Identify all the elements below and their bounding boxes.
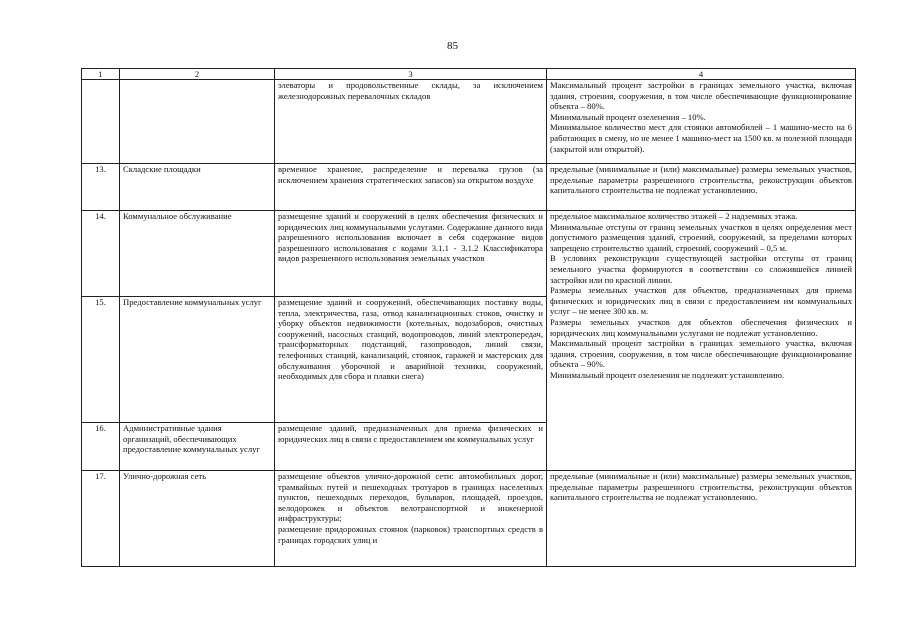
row-name: Складские площадки <box>120 164 275 211</box>
row-description: размещение объектов улично-дорожной сети: автомобильных дорог, трамвайных путей и пешеходных тротуаров в границах населенных пунктов, пешеходных переходов, бульваров, площадей, проездов, велодорожек и объектов велотранспортной и инженерной инфраструктуры; размещение придорожных стоянок (парковок) транспортных средств в границах городских улиц и <box>275 471 547 567</box>
row-number: 17. <box>82 471 120 567</box>
row-name: Предоставление коммунальных услуг <box>120 297 275 423</box>
row-number: 16. <box>82 423 120 471</box>
row-number: 14. <box>82 211 120 297</box>
parameter-text: предельное максимальное количество этажей – 2 надземных этажа. <box>550 211 798 221</box>
parameter-text: Размеры земельных участков для объектов, предназначенных для приема физических и юридических лиц в связи с предоставлением им коммунальных услуг – не менее 300 кв. м. <box>550 285 852 317</box>
row-parameters <box>547 164 856 211</box>
row-number <box>82 80 120 164</box>
row-number: 15. <box>82 297 120 423</box>
row-description: размещение зданий и сооружений в целях обеспечения физических и юридических лиц коммунальными услугами. Содержание данного вида разрешенного использования включает в себя содержание видов разрешенного использования с кодами 3.1.1 - 3.1.2 Классификатора видов разрешенного использования земельных участков <box>275 211 547 297</box>
parameter-text: Максимальный процент застройки в границах земельного участка, включая здания, строения, сооружения, в том числе обеспечивающие функционирование объекта – 80%. <box>550 80 852 112</box>
row-description: временное хранение, распределение и перевалка грузов (за исключением хранения стратегических запасов) на открытом воздухе <box>275 164 547 211</box>
parameter-text: Минимальное количество мест для стоянки автомобилей – 1 машино-место на 6 работающих в смену, но не менее 1 машино-мест на 1500 кв. м полезной площади (закрытой или открытой). <box>550 122 852 154</box>
row-name: Улично-дорожная сеть <box>120 471 275 567</box>
row-description: элеваторы и продовольственные склады, за исключением железнодорожных перевалочных складов <box>275 80 547 164</box>
merged-parameters <box>547 211 856 471</box>
parameter-text: В условиях реконструкции существующей застройки отступы от границ земельного участка формируются в соответствии со сложившейся линией застройки или по красной линии. <box>550 253 852 285</box>
table-row <box>82 471 856 567</box>
row-description: размещение зданий, предназначенных для приема физических и юридических лиц в связи с предоставлением им коммунальных услуг <box>275 423 547 471</box>
row-number: 13. <box>82 164 120 211</box>
header-cell: 1 <box>82 69 120 80</box>
table-row <box>82 211 856 297</box>
parameter-text: предельные (минимальные и (или) максимальные) размеры земельных участков, предельные параметры разрешенного строительства, реконструкции объектов капитального строительства не подлежат установлению. <box>550 471 852 503</box>
row-parameters <box>547 471 856 567</box>
row-name: Административные здания организаций, обеспечивающих предоставление коммунальных услуг <box>120 423 275 471</box>
header-cell: 2 <box>120 69 275 80</box>
row-parameters <box>547 80 856 164</box>
parameter-text: Максимальный процент застройки в границах земельного участка, включая здания, строения, сооружения, в том числе обеспечивающие функционирование объекта – 90%. <box>550 338 852 370</box>
row-description: размещение зданий и сооружений, обеспечивающих поставку воды, тепла, электричества, газа, отвод канализационных стоков, очистку и уборку объектов недвижимости (котельных, водозаборов, очистных сооружений, насосных станций, водопроводов, линий электропередач, трансформаторных подстанций, газопроводов, линий связи, телефонных станций, канализаций, стоянок, гаражей и мастерских для обслуживания уборочной и аварийной техники, сооружений, необходимых для сбора и плавки снега) <box>275 297 547 423</box>
parameter-text: Минимальные отступы от границ земельных участков в целях определения мест допустимого размещения зданий, строений, сооружений, за пределами которых запрещено строительство зданий, строений, сооружений – 0,5 м. <box>550 221 852 253</box>
parameter-text: предельные (минимальные и (или) максимальные) размеры земельных участков, предельные параметры разрешенного строительства, реконструкции объектов капитального строительства не подлежат установлению. <box>550 164 852 196</box>
parameter-text: Минимальный процент озеленения не подлежит установлению. <box>550 369 785 380</box>
row-name <box>120 80 275 164</box>
header-row <box>82 69 856 80</box>
parameter-text: Минимальный процент озеленения – 10%. <box>550 111 706 122</box>
header-cell: 3 <box>275 69 547 80</box>
header-cell: 4 <box>547 69 856 80</box>
table-row <box>82 164 856 211</box>
table-row <box>82 80 856 164</box>
parameter-text: Размеры земельных участков для объектов обеспечения физических и юридических лиц коммунальными услугами не подлежат установлению. <box>550 316 852 338</box>
page-number: 85 <box>447 40 458 52</box>
row-name: Коммунальное обслуживание <box>120 211 275 297</box>
regulations-table <box>81 68 856 567</box>
